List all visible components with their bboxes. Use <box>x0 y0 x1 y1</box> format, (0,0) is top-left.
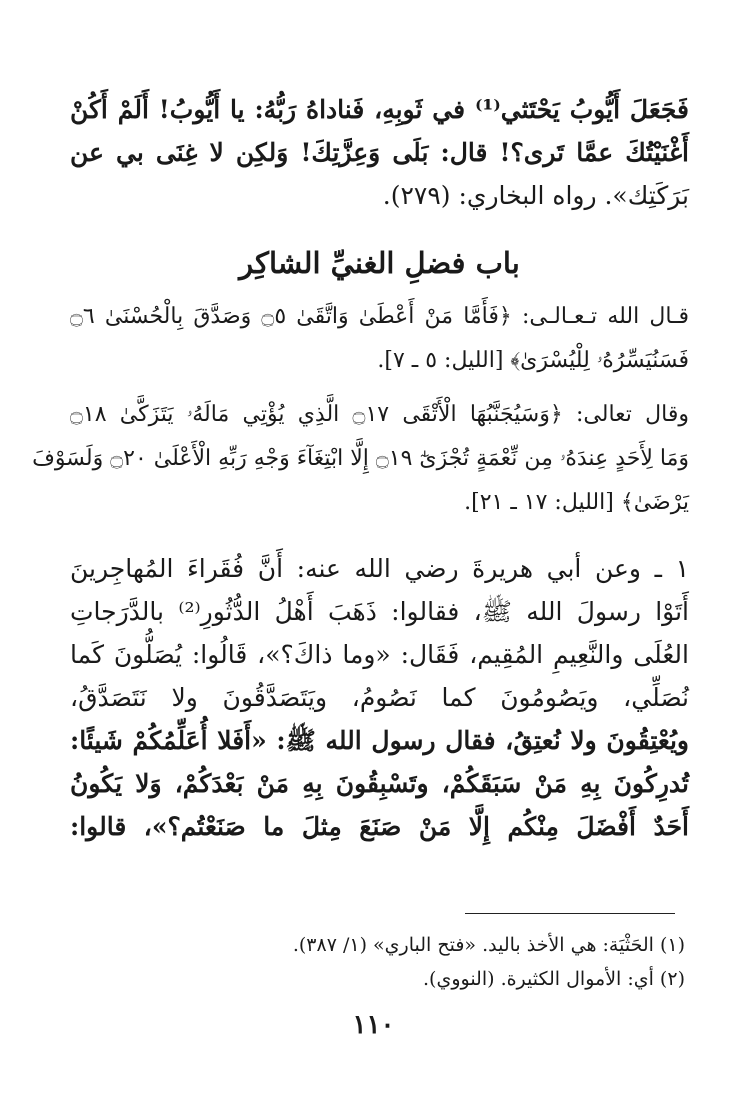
verse-line: وَمَا لِأَحَدٍ عِندَهُۥ مِن نِّعْمَةٍ تُجْزَىٰٓ ۝١٩ إِلَّا ابْتِغَآءَ وَجْهِ رَبِّهِ الْأَعْلَىٰ ۝٢٠ وَلَسَوْفَ <box>32 446 689 471</box>
text-line: بَرَكَتِك». رواه البخاري: (٢٧٩). <box>382 181 689 210</box>
chapter-heading: باب فضلِ الغنيِّ الشاكِر <box>239 246 520 280</box>
page-body <box>32 88 690 848</box>
text-line: فَجَعَلَ أَيُّوبُ يَحْتَثي⁽¹⁾ في ثَوبِهِ، فَناداهُ رَبُّهُ: يا أَيُّوبُ! أَلَمْ أَكُنْ <box>70 95 689 124</box>
footnote-divider <box>465 913 675 914</box>
text-line: نُصَلِّي، ويَصُومُونَ كما نَصُومُ، ويَتَصَدَّقُونَ ولا نَتَصَدَّقُ، <box>70 683 689 712</box>
verse-line: قـال الله تـعـالـى: ﴿فَأَمَّا مَنْ أَعْطَىٰ وَاتَّقَىٰ ۝٥ وَصَدَّقَ بِالْحُسْنَىٰ ۝٦ <box>70 304 690 329</box>
footnote: (٢) أي: الأموال الكثيرة. (النووي). <box>423 968 685 990</box>
page-number: ١١٠ <box>352 1010 395 1040</box>
text-line: أَتَوْا رسولَ الله ﷺ، فقالوا: ذَهَبَ أَهْلُ الدُّثُورِ⁽²⁾ بالدَّرَجاتِ <box>70 597 689 626</box>
footnote: (١) الحَثْيَة: هي الأخذ باليد. «فتح الباري» (١/ ٣٨٧). <box>292 934 685 956</box>
text-line: تُدرِكُونَ بِهِ مَنْ سَبَقَكُمْ، وتَسْبِقُونَ بِهِ مَنْ بَعْدَكُمْ، وَلا يَكُونُ <box>70 769 689 798</box>
text-line: أَغْنَيْتُكَ عمَّا تَرى؟! قال: بَلَى وَعِزَّتِكَ! وَلكِن لا غِنَى بي عن <box>70 138 689 167</box>
verse-line: فَسَنُيَسِّرُهُۥ لِلْيُسْرَىٰ﴾ [الليل: ٥ ـ ٧]. <box>377 348 689 373</box>
footnotes <box>70 928 685 996</box>
text-line: ١ ـ وعن أبي هريرةَ رضي الله عنه: أَنَّ فُقَراءَ المُهاجِرينَ <box>70 554 689 583</box>
text-line: العُلَى والنَّعِيمِ المُقِيم، فَقَال: «وما ذاكَ؟»، قَالُوا: يُصَلُّونَ كَما <box>70 640 689 669</box>
text-line: ويُعْتِقُونَ ولا نُعتِقُ، فقال رسول الله ﷺ: «أَفَلا أُعَلِّمُكُمْ شَيئًا: <box>70 726 689 755</box>
text-line: أَحَدٌ أَفْضَلَ مِنْكُم إِلَّا مَنْ صَنَعَ مِثلَ ما صَنَعْتُم؟»، قالوا: <box>70 812 689 841</box>
verse-line: وقال تعالى: ﴿وَسَيُجَنَّبُهَا الْأَتْقَى ۝١٧ الَّذِي يُؤْتِي مَالَهُۥ يَتَزَكَّىٰ ۝١٨ <box>70 402 689 427</box>
verse-line: يَرْضَىٰ﴾ [الليل: ١٧ ـ ٢١]. <box>464 490 689 515</box>
